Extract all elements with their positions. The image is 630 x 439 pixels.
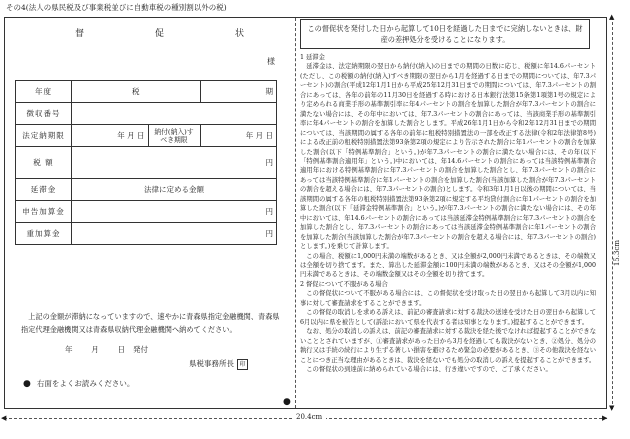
- section-heading: 1 延滞金: [300, 54, 325, 61]
- date-char: 日: [117, 345, 125, 354]
- seal-stamp: 印: [237, 359, 248, 370]
- heavy-additional-tax-label: 重加算金: [16, 223, 72, 245]
- read-reverse-note: [23, 378, 134, 389]
- width-dimension-label: 20.4cm: [292, 413, 326, 421]
- document-title: [75, 26, 245, 39]
- title-char: 状: [234, 29, 245, 39]
- additional-tax-label: 申告加算金: [16, 201, 72, 223]
- statutory-deadline-label: 法定納期限: [16, 125, 72, 147]
- installment-cell: 期: [200, 81, 277, 103]
- paragraph: この督促状の到達前に納められている場合には、行き違いですので、ご了承ください。: [306, 365, 552, 373]
- read-reverse-text: 右面をよくお読みください。: [36, 379, 135, 388]
- form-header: その4(法人の県民税及び事業税並びに自動車税の種別割以外の税): [6, 3, 227, 12]
- collection-number-value: [72, 103, 277, 125]
- table-row: [16, 125, 277, 147]
- table-row: [16, 147, 277, 179]
- tax-type-cell: 税: [72, 81, 201, 103]
- date-char: 年: [65, 345, 73, 354]
- payment-deadline-label: 納付(納入)すべき期限: [148, 125, 200, 147]
- title-char: 督: [75, 29, 86, 39]
- paragraph: なお、処分の取消しの訴えは、前記の審査請求に対する裁決を経た後でなければ提起することができないこととされていますが、①審査請求があった日から3月を経過しても裁決がないとき、②処分、処分の執行又は手続の続行により生ずる著しい損害を避けるため緊急の必要があるとき、③その他裁決を経ないことにつき正当な理由があるときは、裁決を経ないでも処分の取消しの訴えを提起することができます。: [300, 328, 596, 364]
- paragraph: 延滞金は、法定納期限の翌日から納付(納入)の日までの期間の日数に応じ、税額に年14.6パーセント(ただし、この税額の納付(納入)すべき期限の翌日から1月を経過する日までの期間については、年7.3パーセント)の割合(平成12年1月1日から平成25年12月31日までの期間については、年7.3パーセントの割合にあっては、各年の前年の11月30日を経過する時における日本銀行法第15条第1項第1号の規定により定められる商業手形の基準割引率に年4パーセントの割合を加算した割合が年7.3パーセントの割合に満たない場合には、その年中においては、年7.3パーセントの割合にあっては、当該商業手形の基準割引率に年4パーセントの割合を加算した割合とします。平成26年1月1日から令和2年12月31日までの期間については、当該期間の属する各年の前年に租税特別措置法の一部を改正する法律(令和2年法律第8号)による改正前の租税特別措置法第93条第2項の規定により告示された割合に年1パーセントの割合を加算した割合(以下「特例基準割合」という。)が年7.3パーセントの割合に満たない場合には、その年(以下「特例基準割合適用年」という。)中においては、年14.6パーセントの割合にあっては当該特例基準割合適用年における特例基準割合に年7.3パーセントの割合を加算した割合とし、年7.3パーセントの割合にあっては当該特例基準割合に年1パーセントの割合を加算した割合(当該加算した割合が年7.3パーセントの割合を超える場合には、年7.3パーセントの割合)とします。令和3年1月1日以後の期間については、当該期間の属する各年の租税特別措置法第93条第2項に規定する平均貸付割合に年1パーセントの割合を加算した割合(以下「延滞金特例基準割合」という。)が年7.3パーセントの割合に満たない場合には、その年中においては、年14.6パーセントの割合にあっては当該延滞金特例基準割合に年7.3パーセントの割合を加算した割合とし、年7.3パーセントの割合にあっては当該延滞金特例基準割合に年1パーセントの割合を加算した割合(当該加算した割合が年7.3パーセントの割合を超える場合には、年7.3パーセントの割合)とします。)を乗じて計算します。: [300, 63, 596, 251]
- fiscal-year-label: 年度: [16, 81, 72, 103]
- date-char: 月: [91, 345, 99, 354]
- arrow-up-icon: ▲: [609, 13, 615, 21]
- issue-suffix: 発付: [133, 345, 148, 354]
- bullet-icon: ●: [283, 397, 291, 407]
- table-row: [16, 223, 277, 245]
- height-dimension-line: [612, 17, 613, 409]
- fold-line: [295, 18, 296, 408]
- table-row: [16, 81, 277, 103]
- payment-instruction: 上記の金額が滞納になっていますので、速やかに青森県指定金融機関、青森県指定代理金融機関又は青森県収納代理金融機関へ納めてください。: [21, 312, 280, 334]
- heavy-additional-tax-yen: 円: [72, 223, 277, 245]
- tax-details-table: [15, 80, 277, 245]
- arrow-down-icon: ▼: [609, 404, 615, 412]
- paragraph: この場合、税額に1,000円未満の端数があるとき、又は全額が2,000円未満であるときは、その端数又は全額を切り捨てます。また、算出した延滞金額に100円未満の端数があるとき、又はその全額が1,000円未満であるときは、その端数金額又はその全額を切り捨てます。: [300, 252, 596, 279]
- section-heading: 2 督促について不服がある場合: [300, 280, 388, 288]
- arrow-left-icon: ◀: [1, 414, 7, 422]
- arrow-right-icon: ▶: [602, 414, 608, 422]
- late-fee-text: 法律に定める金額: [72, 179, 277, 201]
- seizure-warning: この督促状を発付した日から起算して10日を経過した日までに完納しないときは、財産の差押処分を受けることになります。: [300, 19, 590, 49]
- payment-deadline-date: 年 月 日: [200, 125, 277, 147]
- table-row: [16, 103, 277, 125]
- table-row: [16, 179, 277, 201]
- paragraph: この督促の取消しを求める訴えは、前記の審査請求に対する裁決の送達を受けた日の翌日から起算して6月以内に県を被告として(訴訟において県を代表する者は知事となります。)提起することができます。: [300, 309, 596, 326]
- statutory-deadline-date: 年 月 日: [72, 125, 149, 147]
- reverse-side-text: [300, 53, 596, 374]
- issue-date: [65, 344, 125, 355]
- addressee-honorific: 様: [267, 57, 275, 66]
- table-row: [16, 201, 277, 223]
- paragraph: この督促状について不服がある場合には、この督促状を受け取った日の翌日から起算して3月以内に知事に対して審査請求をすることができます。: [300, 290, 596, 307]
- issuer: [189, 358, 248, 370]
- bullet-icon: ●: [23, 379, 31, 389]
- additional-tax-yen: 円: [72, 201, 277, 223]
- collection-number-label: 徴収番号: [16, 103, 72, 125]
- tax-amount-label: 税 額: [16, 147, 72, 179]
- late-fee-label: 延滞金: [16, 179, 72, 201]
- title-char: 促: [154, 29, 165, 39]
- issuer-title: 県税事務所長: [189, 359, 234, 368]
- tax-amount-yen: 円: [72, 147, 277, 179]
- height-dimension-label: 15.3cm: [613, 240, 621, 267]
